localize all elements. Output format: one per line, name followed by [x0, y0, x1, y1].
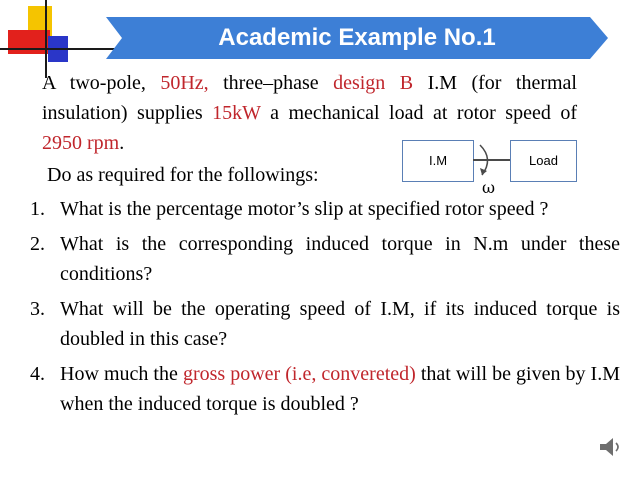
title-banner [106, 17, 608, 59]
speaker-icon[interactable] [597, 436, 623, 458]
intro-text-1: A two-pole, [42, 72, 161, 94]
decor-vertical-line [45, 0, 47, 78]
intro-text-3: I.M (for thermal insulation) supplies [42, 72, 577, 124]
design-class: design B [333, 72, 414, 94]
decor-horizontal-line [0, 48, 118, 50]
question-number: 1. [30, 198, 45, 220]
intro-text-2: three–phase [208, 72, 334, 94]
question-item [30, 294, 620, 354]
question-text: What will be the operating speed of I.M, if its induced torque is doubled in this case? [60, 298, 620, 350]
intro-text-5: . [119, 132, 125, 154]
question-number: 3. [30, 298, 45, 320]
question-list [30, 194, 620, 419]
power-value: 15kW [212, 102, 261, 124]
instructions-line: Do as required for the followings: [47, 164, 319, 186]
question-text-1: How much the [60, 363, 183, 385]
question-item [30, 359, 620, 419]
question-number: 2. [30, 233, 45, 255]
question-item [30, 229, 620, 289]
slide-body [30, 68, 620, 424]
frequency-value: 50Hz, [160, 72, 209, 94]
motor-box: I.M [402, 140, 474, 182]
omega-symbol: ω [482, 178, 496, 197]
decor-red-square [8, 30, 50, 54]
slide-title: Academic Example No.1 [218, 24, 496, 51]
question-text: What is the percentage motor’s slip at specified rotor speed ? [60, 198, 549, 220]
gross-power-highlight: gross power (i.e, convereted) [182, 363, 416, 385]
question-item [30, 194, 620, 224]
speed-value: 2950 rpm [42, 132, 120, 154]
intro-text-4: a mechanical load at rotor speed of [260, 102, 577, 124]
question-number: 4. [30, 363, 45, 385]
rotation-arrow-icon [474, 141, 502, 181]
load-box: Load [510, 140, 577, 182]
question-text-2: that will be given by I.M when the induced torque is doubled ? [60, 363, 620, 415]
question-text: What is the corresponding induced torque in N.m under these conditions? [60, 233, 620, 285]
